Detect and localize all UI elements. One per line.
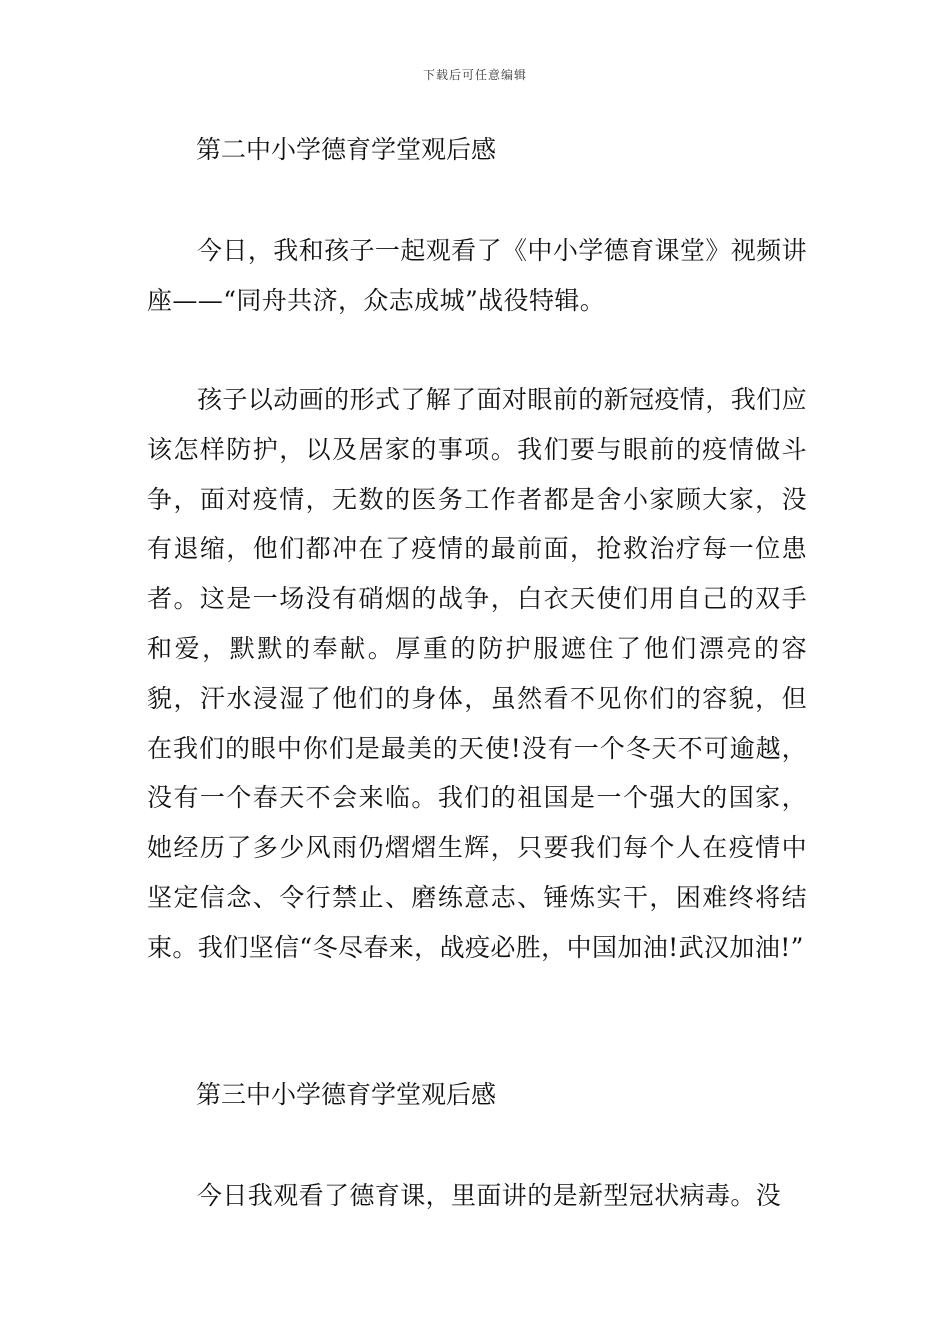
paragraph: 孩子以动画的形式了解了面对眼前的新冠疫情，我们应该怎样防护，以及居家的事项。我们要与眼前的疫情做斗争，面对疫情，无数的医务工作者都是舍小家顾大家，没有退缩，他们都冲在了疫情的最前面，抢救治疗每一位患者。这是一场没有硝烟的战争，白衣天使们用自己的双手和爱，默默的奉献。厚重的防护服遮住了他们漂亮的容貌，汗水浸湿了他们的身体，虽然看不见你们的容貌，但在我们的眼中你们是最美的天使!没有一个冬天不可逾越，没有一个春天不会来临。我们的祖国是一个强大的国家，她经历了多少风雨仍熠熠生辉，只要我们每个人在疫情中坚定信念、令行禁止、磨练意志、锤炼实干，困难终将结束。我们坚信“冬尽春来，战疫必胜，中国加油!武汉加油!” [147,385,807,962]
section-title: 第三中小学德育学堂观后感 [196,1080,497,1109]
paragraph: 今日，我和孩子一起观看了《中小学德育课堂》视频讲座——“同舟共济，众志成城”战役特辑。 [147,236,807,315]
section-title: 第二中小学德育学堂观后感 [196,135,497,164]
header-note: 下载后可任意编辑 [422,68,527,82]
paragraph: 今日我观看了德育课，里面讲的是新型冠状病毒。没 [197,1181,782,1210]
